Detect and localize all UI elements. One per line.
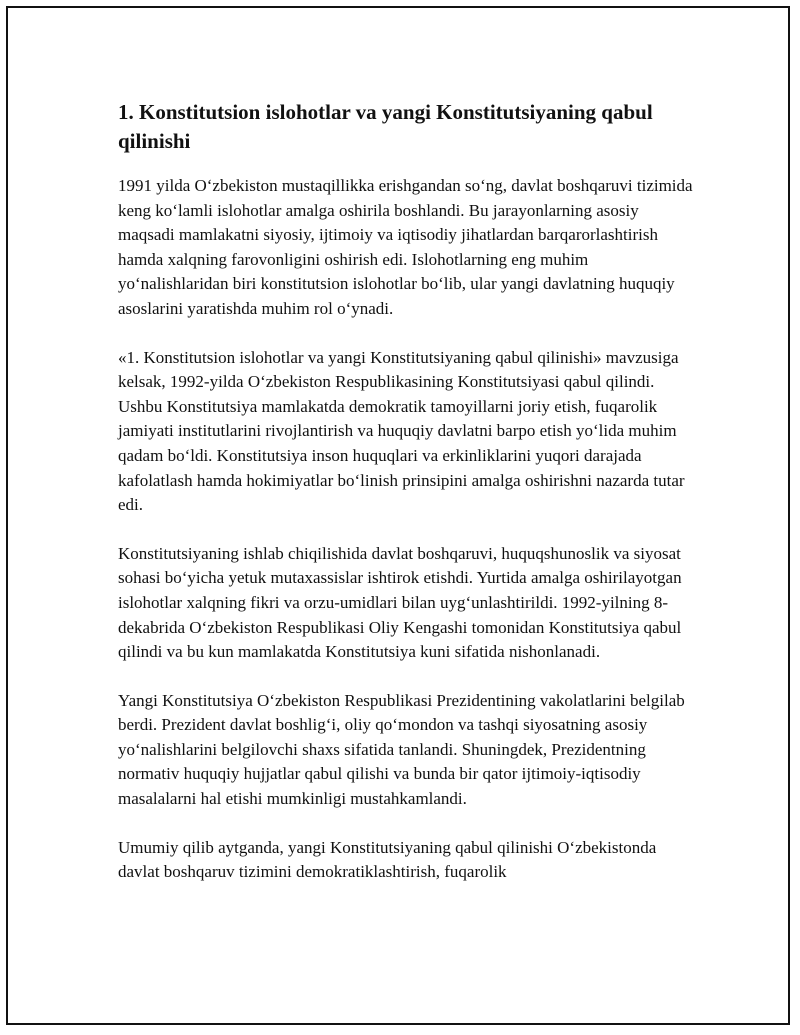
paragraph-3: Konstitutsiyaning ishlab chiqilishida davlat boshqaruvi, huquqshunoslik va siyosat sohasi bo‘yicha yetuk mutaxassislar ishtirok etishdi. Yurtida amalga oshirilayotgan islohotlar xalqning fikri va orzu-umidlari bilan uyg‘unlashtirildi. 1992-yilning 8-dekabrida O‘zbekiston Respublikasi Oliy Kengashi tomonidan Konstitutsiya qabul qilindi va bu kun mamlakatda Konstitutsiya kuni sifatida nishonlanadi. (118, 543, 682, 662)
paragraph-4: Yangi Konstitutsiya O‘zbekiston Respublikasi Prezidentining vakolatlarini belgilab berdi. Prezident davlat boshlig‘i, oliy qo‘mondon va tashqi siyosatning asosiy yo‘nalishlarini belgilovchi shaxs sifatida tanlandi. Shuningdek, Prezidentning normativ huquqiy hujjatlar qabul qilishi va bunda bir qator ijtimoiy-iqtisodiy masalalarni hal etishi mumkinligi mustahkamlandi. (118, 690, 685, 809)
page-frame (6, 6, 790, 1025)
document-body (118, 98, 698, 909)
paragraph-5: Umumiy qilib aytganda, yangi Konstitutsiyaning qabul qilinishi O‘zbekistonda davlat boshqaruv tizimini demokratiklashtirish, fuqarolik (118, 837, 657, 882)
section-heading: 1. Konstitutsion islohotlar va yangi Konstitutsiyaning qabul qilinishi (118, 100, 653, 153)
paragraph-1: 1991 yilda O‘zbekiston mustaqillikka erishgandan so‘ng, davlat boshqaruvi tizimida keng ko‘lamli islohotlar amalga oshirila boshlandi. Bu jarayonlarning asosiy maqsadi mamlakatni siyosiy, ijtimoiy va iqtisodiy jihatlardan barqarorlashtirish hamda xalqning farovonligini oshirish edi. Islohotlarning eng muhim yo‘nalishlaridan biri konstitutsion islohotlar bo‘lib, ular yangi davlatning huquqiy asoslarini yaratishda muhim rol o‘ynadi. (118, 176, 693, 318)
paragraph-2: «1. Konstitutsion islohotlar va yangi Konstitutsiyaning qabul qilinishi» mavzusiga kelsak, 1992-yilda O‘zbekiston Respublikasining Konstitutsiyasi qabul qilindi. Ushbu Konstitutsiya mamlakatda demokratik tamoyillarni joriy etish, fuqarolik jamiyati institutlarini rivojlantirish va huquqiy davlatni barpo etish yo‘lida muhim qadam bo‘ldi. Konstitutsiya inson huquqlari va erkinliklarini yuqori darajada kafolatlash hamda hokimiyatlar bo‘linish prinsipini amalga oshirishni nazarda tutar edi. (118, 347, 685, 515)
